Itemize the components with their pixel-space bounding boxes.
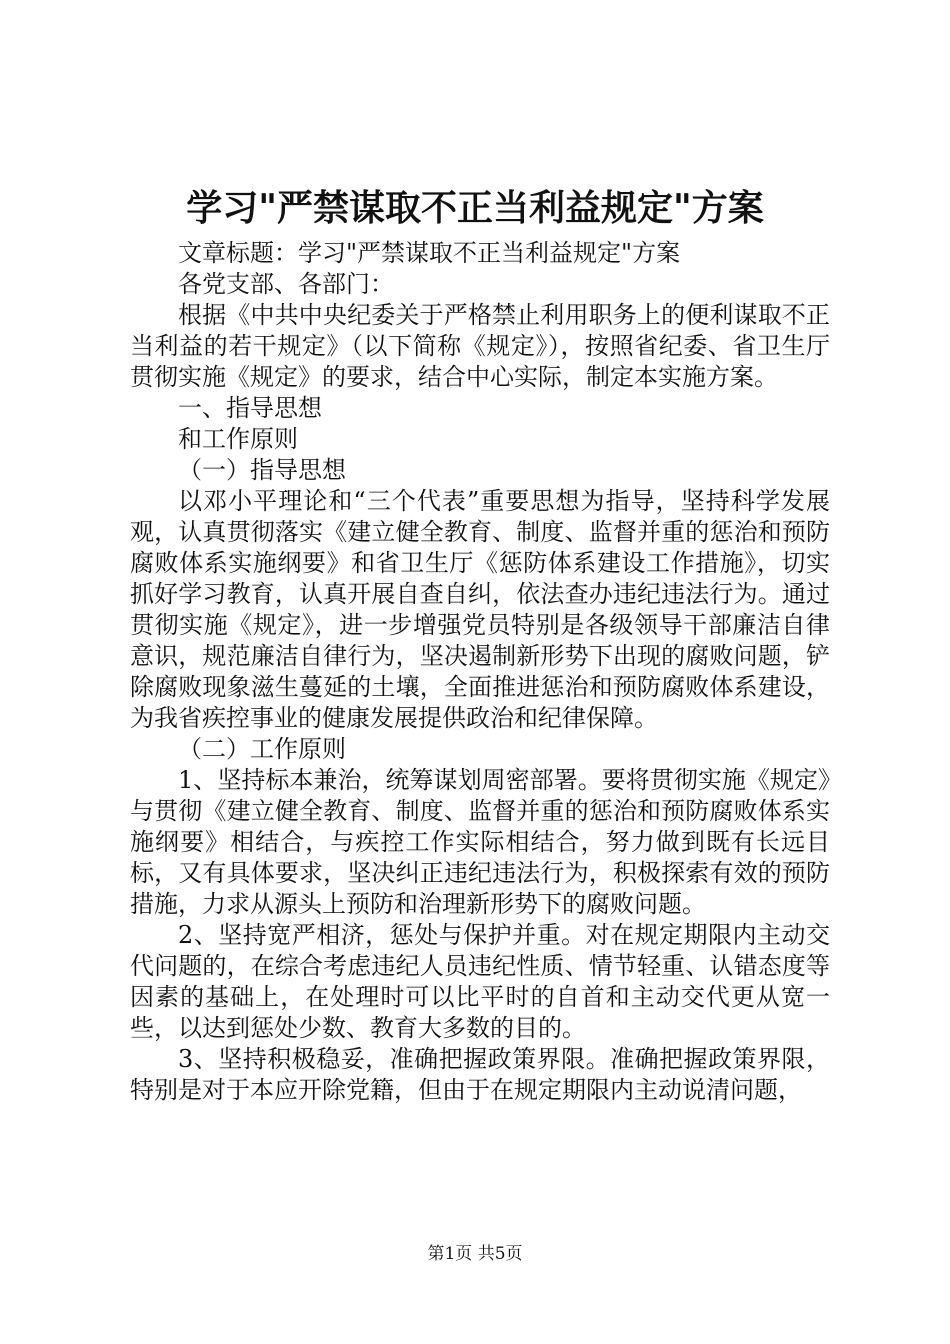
principle-paragraph: 2、坚持宽严相济，惩处与保护并重。对在规定期限内主动交代问题的，在综合考虑违纪人员违纪性质、情节轻重、认错态度等因素的基础上，在处理时可以比平时的自首和主动交代更从宽一些，以达到惩处少数、教育大多数的目的。 [130,921,830,1042]
document-body [130,238,830,1106]
article-title-line: 文章标题：学习"严禁谋取不正当利益规定"方案 [178,239,681,267]
section-heading: 一、指导思想 [178,394,322,422]
principle-paragraph: 3、坚持积极稳妥，准确把握政策界限。准确把握政策界限，特别是对于本应开除党籍，但由于在规定期限内主动说清问题， [130,1045,830,1104]
subsection-heading: （一）指导思想 [178,456,346,484]
salutation: 各党支部、各部门： [178,270,394,298]
page-number: 第1页 共5页 [427,1244,523,1264]
guiding-thought-paragraph: 以邓小平理论和“三个代表”重要思想为指导，坚持科学发展观，认真贯彻落实《建立健全教育、制度、监督并重的惩治和预防腐败体系实施纲要》和省卫生厅《惩防体系建设工作措施》，切实抓好学习教育，认真开展自查自纠，依法查办违纪违法行为。通过贯彻实施《规定》，进一步增强党员特别是各级领导干部廉洁自律意识，规范廉洁自律行为，坚决遏制新形势下出现的腐败问题，铲除腐败现象滋生蔓延的土壤，全面推进惩治和预防腐败体系建设，为我省疾控事业的健康发展提供政治和纪律保障。 [130,487,830,732]
document-title: 学习"严禁谋取不正当利益规定"方案 [186,187,764,229]
principle-paragraph: 1、坚持标本兼治，统筹谋划周密部署。要将贯彻实施《规定》与贯彻《建立健全教育、制度、监督并重的惩治和预防腐败体系实施纲要》相结合，与疾控工作实际相结合，努力做到既有长远目标，又有具体要求，坚决纠正违纪违法行为，积极探索有效的预防措施，力求从源头上预防和治理新形势下的腐败问题。 [130,766,830,918]
section-heading-continued: 和工作原则 [178,425,298,453]
intro-paragraph: 根据《中共中央纪委关于严格禁止利用职务上的便利谋取不正当利益的若干规定》（以下简称《规定》），按照省纪委、省卫生厅贯彻实施《规定》的要求，结合中心实际，制定本实施方案。 [130,301,830,391]
subsection-heading: （二）工作原则 [178,735,346,763]
